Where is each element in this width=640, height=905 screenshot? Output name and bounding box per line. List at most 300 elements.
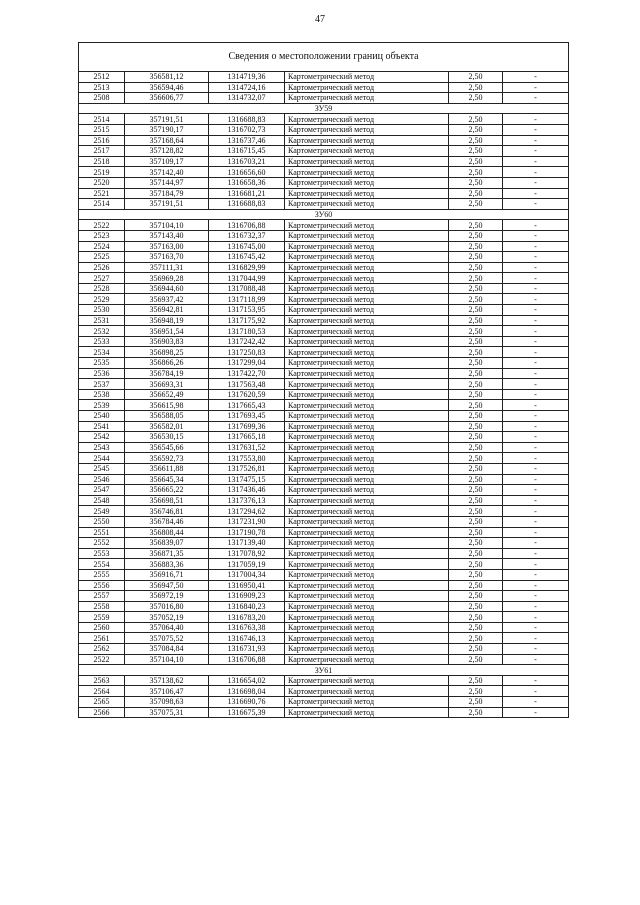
accuracy-cell: 2,50: [449, 633, 503, 644]
coord-y-cell: 1316909,23: [209, 591, 285, 602]
accuracy-cell: 2,50: [449, 654, 503, 665]
coord-x-cell: 356972,19: [125, 591, 209, 602]
coord-x-cell: 357163,00: [125, 241, 209, 252]
coord-x-cell: 357143,40: [125, 230, 209, 241]
table-row: [79, 559, 569, 570]
boundary-coordinates-table: [78, 42, 569, 718]
table-row: [79, 591, 569, 602]
method-cell: Картометрический метод: [285, 379, 449, 390]
method-cell: Картометрический метод: [285, 326, 449, 337]
coord-x-cell: 357109,17: [125, 156, 209, 167]
table-row: [79, 411, 569, 422]
coord-y-cell: 1317059,19: [209, 559, 285, 570]
point-number-cell: 2537: [79, 379, 125, 390]
accuracy-cell: 2,50: [449, 516, 503, 527]
table-row: [79, 421, 569, 432]
accuracy-cell: 2,50: [449, 612, 503, 623]
point-number-cell: 2564: [79, 686, 125, 697]
coord-x-cell: 356784,46: [125, 516, 209, 527]
point-number-cell: 2561: [79, 633, 125, 644]
coord-x-cell: 356665,22: [125, 485, 209, 496]
point-number-cell: 2542: [79, 432, 125, 443]
note-cell: -: [503, 294, 569, 305]
coord-y-cell: 1317078,92: [209, 548, 285, 559]
accuracy-cell: 2,50: [449, 124, 503, 135]
coord-y-cell: 1317665,18: [209, 432, 285, 443]
point-number-cell: 2531: [79, 315, 125, 326]
coord-y-cell: 1316703,21: [209, 156, 285, 167]
note-cell: -: [503, 379, 569, 390]
accuracy-cell: 2,50: [449, 379, 503, 390]
coord-y-cell: 1316675,39: [209, 707, 285, 718]
accuracy-cell: 2,50: [449, 686, 503, 697]
section-header-row: [79, 103, 569, 114]
section-name: ЗУ60: [79, 209, 569, 220]
method-cell: Картометрический метод: [285, 389, 449, 400]
coord-y-cell: 1316681,21: [209, 188, 285, 199]
coord-x-cell: 356948,19: [125, 315, 209, 326]
table-row: [79, 569, 569, 580]
point-number-cell: 2517: [79, 146, 125, 157]
accuracy-cell: 2,50: [449, 622, 503, 633]
method-cell: Картометрический метод: [285, 199, 449, 210]
accuracy-cell: 2,50: [449, 241, 503, 252]
note-cell: -: [503, 72, 569, 83]
coord-x-cell: 357052,19: [125, 612, 209, 623]
note-cell: -: [503, 622, 569, 633]
method-cell: Картометрический метод: [285, 230, 449, 241]
coord-y-cell: 1317563,48: [209, 379, 285, 390]
accuracy-cell: 2,50: [449, 93, 503, 104]
coord-y-cell: 1317475,15: [209, 474, 285, 485]
coord-y-cell: 1316698,04: [209, 686, 285, 697]
table-row: [79, 294, 569, 305]
note-cell: -: [503, 135, 569, 146]
point-number-cell: 2541: [79, 421, 125, 432]
accuracy-cell: 2,50: [449, 675, 503, 686]
table-row: [79, 612, 569, 623]
coord-y-cell: 1317665,43: [209, 400, 285, 411]
accuracy-cell: 2,50: [449, 347, 503, 358]
coord-x-cell: 357184,79: [125, 188, 209, 199]
coord-y-cell: 1314719,36: [209, 72, 285, 83]
coord-x-cell: 357075,52: [125, 633, 209, 644]
point-number-cell: 2516: [79, 135, 125, 146]
coord-y-cell: 1316783,20: [209, 612, 285, 623]
coord-y-cell: 1316950,41: [209, 580, 285, 591]
table-row: [79, 538, 569, 549]
note-cell: -: [503, 559, 569, 570]
table-title: Сведения о местоположении границ объекта: [79, 43, 569, 72]
note-cell: -: [503, 124, 569, 135]
coord-y-cell: 1314724,16: [209, 82, 285, 93]
accuracy-cell: 2,50: [449, 315, 503, 326]
coord-x-cell: 356947,50: [125, 580, 209, 591]
table-row: [79, 485, 569, 496]
point-number-cell: 2522: [79, 220, 125, 231]
coord-x-cell: 357128,82: [125, 146, 209, 157]
coord-x-cell: 356652,49: [125, 389, 209, 400]
note-cell: -: [503, 463, 569, 474]
coord-x-cell: 356942,81: [125, 305, 209, 316]
method-cell: Картометрический метод: [285, 516, 449, 527]
point-number-cell: 2523: [79, 230, 125, 241]
note-cell: -: [503, 485, 569, 496]
coord-x-cell: 356588,05: [125, 411, 209, 422]
method-cell: Картометрический метод: [285, 633, 449, 644]
note-cell: -: [503, 474, 569, 485]
coord-x-cell: 357191,51: [125, 114, 209, 125]
method-cell: Картометрический метод: [285, 697, 449, 708]
accuracy-cell: 2,50: [449, 421, 503, 432]
table-row: [79, 347, 569, 358]
point-number-cell: 2546: [79, 474, 125, 485]
note-cell: -: [503, 156, 569, 167]
accuracy-cell: 2,50: [449, 591, 503, 602]
table-row: [79, 601, 569, 612]
note-cell: -: [503, 283, 569, 294]
point-number-cell: 2545: [79, 463, 125, 474]
note-cell: -: [503, 580, 569, 591]
method-cell: Картометрический метод: [285, 252, 449, 263]
point-number-cell: 2558: [79, 601, 125, 612]
coord-x-cell: 357142,40: [125, 167, 209, 178]
coord-y-cell: 1316746,13: [209, 633, 285, 644]
coord-x-cell: 356951,54: [125, 326, 209, 337]
coord-y-cell: 1316654,02: [209, 675, 285, 686]
note-cell: -: [503, 252, 569, 263]
note-cell: -: [503, 326, 569, 337]
point-number-cell: 2522: [79, 654, 125, 665]
section-name: ЗУ61: [79, 665, 569, 676]
note-cell: -: [503, 442, 569, 453]
method-cell: Картометрический метод: [285, 305, 449, 316]
table-row: [79, 252, 569, 263]
table-row: [79, 156, 569, 167]
method-cell: Картометрический метод: [285, 432, 449, 443]
accuracy-cell: 2,50: [449, 167, 503, 178]
method-cell: Картометрический метод: [285, 453, 449, 464]
table-row: [79, 379, 569, 390]
section-header-row: [79, 665, 569, 676]
coord-y-cell: 1317004,34: [209, 569, 285, 580]
note-cell: -: [503, 506, 569, 517]
table-row: [79, 93, 569, 104]
method-cell: Картометрический метод: [285, 559, 449, 570]
method-cell: Картометрический метод: [285, 177, 449, 188]
coord-x-cell: 356746,81: [125, 506, 209, 517]
coord-x-cell: 356582,01: [125, 421, 209, 432]
accuracy-cell: 2,50: [449, 400, 503, 411]
method-cell: Картометрический метод: [285, 527, 449, 538]
note-cell: -: [503, 411, 569, 422]
coord-y-cell: 1317118,99: [209, 294, 285, 305]
point-number-cell: 2553: [79, 548, 125, 559]
coord-y-cell: 1316706,88: [209, 654, 285, 665]
method-cell: Картометрический метод: [285, 538, 449, 549]
coord-y-cell: 1317376,13: [209, 495, 285, 506]
method-cell: Картометрический метод: [285, 506, 449, 517]
accuracy-cell: 2,50: [449, 389, 503, 400]
coord-x-cell: 356545,66: [125, 442, 209, 453]
table-row: [79, 273, 569, 284]
point-number-cell: 2560: [79, 622, 125, 633]
point-number-cell: 2557: [79, 591, 125, 602]
accuracy-cell: 2,50: [449, 326, 503, 337]
page-number: 47: [315, 14, 325, 25]
note-cell: -: [503, 654, 569, 665]
point-number-cell: 2551: [79, 527, 125, 538]
coord-y-cell: 1316688,83: [209, 199, 285, 210]
method-cell: Картометрический метод: [285, 82, 449, 93]
coord-x-cell: 356645,34: [125, 474, 209, 485]
coord-x-cell: 356611,88: [125, 463, 209, 474]
method-cell: Картометрический метод: [285, 474, 449, 485]
note-cell: -: [503, 432, 569, 443]
note-cell: -: [503, 347, 569, 358]
note-cell: -: [503, 93, 569, 104]
point-number-cell: 2513: [79, 82, 125, 93]
method-cell: Картометрический метод: [285, 591, 449, 602]
method-cell: Картометрический метод: [285, 124, 449, 135]
table-row: [79, 315, 569, 326]
coord-x-cell: 356784,19: [125, 368, 209, 379]
note-cell: -: [503, 177, 569, 188]
method-cell: Картометрический метод: [285, 601, 449, 612]
accuracy-cell: 2,50: [449, 156, 503, 167]
point-number-cell: 2534: [79, 347, 125, 358]
coord-y-cell: 1316745,00: [209, 241, 285, 252]
accuracy-cell: 2,50: [449, 273, 503, 284]
method-cell: Картометрический метод: [285, 495, 449, 506]
point-number-cell: 2540: [79, 411, 125, 422]
method-cell: Картометрический метод: [285, 644, 449, 655]
method-cell: Картометрический метод: [285, 72, 449, 83]
point-number-cell: 2519: [79, 167, 125, 178]
note-cell: -: [503, 697, 569, 708]
coord-x-cell: 357104,10: [125, 220, 209, 231]
coord-y-cell: 1316731,93: [209, 644, 285, 655]
coord-y-cell: 1317044,99: [209, 273, 285, 284]
point-number-cell: 2559: [79, 612, 125, 623]
method-cell: Картометрический метод: [285, 368, 449, 379]
table-row: [79, 548, 569, 559]
coord-x-cell: 357106,47: [125, 686, 209, 697]
coord-y-cell: 1317175,92: [209, 315, 285, 326]
note-cell: -: [503, 675, 569, 686]
table-row: [79, 167, 569, 178]
table-row: [79, 495, 569, 506]
section-header-row: [79, 209, 569, 220]
point-number-cell: 2518: [79, 156, 125, 167]
note-cell: -: [503, 262, 569, 273]
method-cell: Картометрический метод: [285, 167, 449, 178]
accuracy-cell: 2,50: [449, 305, 503, 316]
method-cell: Картометрический метод: [285, 220, 449, 231]
accuracy-cell: 2,50: [449, 697, 503, 708]
note-cell: -: [503, 527, 569, 538]
point-number-cell: 2547: [79, 485, 125, 496]
accuracy-cell: 2,50: [449, 368, 503, 379]
method-cell: Картометрический метод: [285, 273, 449, 284]
accuracy-cell: 2,50: [449, 569, 503, 580]
coord-x-cell: 357104,10: [125, 654, 209, 665]
coord-x-cell: 356808,44: [125, 527, 209, 538]
point-number-cell: 2526: [79, 262, 125, 273]
point-number-cell: 2512: [79, 72, 125, 83]
point-number-cell: 2544: [79, 453, 125, 464]
table-row: [79, 188, 569, 199]
note-cell: -: [503, 167, 569, 178]
coord-y-cell: 1317250,83: [209, 347, 285, 358]
coord-x-cell: 356883,36: [125, 559, 209, 570]
coord-x-cell: 356944,60: [125, 283, 209, 294]
method-cell: Картометрический метод: [285, 686, 449, 697]
coord-x-cell: 357191,51: [125, 199, 209, 210]
accuracy-cell: 2,50: [449, 72, 503, 83]
method-cell: Картометрический метод: [285, 654, 449, 665]
accuracy-cell: 2,50: [449, 146, 503, 157]
point-number-cell: 2521: [79, 188, 125, 199]
note-cell: -: [503, 199, 569, 210]
coord-x-cell: 356606,77: [125, 93, 209, 104]
method-cell: Картометрический метод: [285, 241, 449, 252]
table-row: [79, 177, 569, 188]
coord-x-cell: 356581,12: [125, 72, 209, 83]
accuracy-cell: 2,50: [449, 82, 503, 93]
coord-x-cell: 357016,80: [125, 601, 209, 612]
accuracy-cell: 2,50: [449, 495, 503, 506]
table-row: [79, 114, 569, 125]
point-number-cell: 2548: [79, 495, 125, 506]
point-number-cell: 2565: [79, 697, 125, 708]
point-number-cell: 2550: [79, 516, 125, 527]
table-row: [79, 326, 569, 337]
point-number-cell: 2556: [79, 580, 125, 591]
note-cell: -: [503, 495, 569, 506]
table-row: [79, 72, 569, 83]
table-row: [79, 697, 569, 708]
coord-x-cell: 357075,31: [125, 707, 209, 718]
point-number-cell: 2562: [79, 644, 125, 655]
table-row: [79, 633, 569, 644]
coord-y-cell: 1317139,40: [209, 538, 285, 549]
accuracy-cell: 2,50: [449, 283, 503, 294]
accuracy-cell: 2,50: [449, 580, 503, 591]
coord-x-cell: 356898,25: [125, 347, 209, 358]
accuracy-cell: 2,50: [449, 432, 503, 443]
table-row: [79, 368, 569, 379]
point-number-cell: 2530: [79, 305, 125, 316]
table-title-row: [79, 43, 569, 72]
note-cell: -: [503, 368, 569, 379]
accuracy-cell: 2,50: [449, 548, 503, 559]
method-cell: Картометрический метод: [285, 569, 449, 580]
note-cell: -: [503, 220, 569, 231]
coord-x-cell: 356903,83: [125, 336, 209, 347]
point-number-cell: 2527: [79, 273, 125, 284]
coord-x-cell: 356866,26: [125, 358, 209, 369]
note-cell: -: [503, 707, 569, 718]
point-number-cell: 2532: [79, 326, 125, 337]
note-cell: -: [503, 686, 569, 697]
table-row: [79, 135, 569, 146]
note-cell: -: [503, 516, 569, 527]
accuracy-cell: 2,50: [449, 358, 503, 369]
coord-x-cell: 357098,63: [125, 697, 209, 708]
coord-y-cell: 1316702,73: [209, 124, 285, 135]
accuracy-cell: 2,50: [449, 188, 503, 199]
method-cell: Картометрический метод: [285, 188, 449, 199]
coord-x-cell: 356530,15: [125, 432, 209, 443]
note-cell: -: [503, 421, 569, 432]
point-number-cell: 2555: [79, 569, 125, 580]
coord-y-cell: 1317422,70: [209, 368, 285, 379]
point-number-cell: 2563: [79, 675, 125, 686]
coord-y-cell: 1317620,59: [209, 389, 285, 400]
table-row: [79, 199, 569, 210]
method-cell: Картометрический метод: [285, 463, 449, 474]
coord-x-cell: 357138,62: [125, 675, 209, 686]
coord-y-cell: 1316737,46: [209, 135, 285, 146]
note-cell: -: [503, 114, 569, 125]
method-cell: Картометрический метод: [285, 358, 449, 369]
table-row: [79, 124, 569, 135]
note-cell: -: [503, 230, 569, 241]
coord-y-cell: 1317088,48: [209, 283, 285, 294]
coord-y-cell: 1316763,38: [209, 622, 285, 633]
table-row: [79, 262, 569, 273]
method-cell: Картометрический метод: [285, 114, 449, 125]
coord-y-cell: 1316745,42: [209, 252, 285, 263]
accuracy-cell: 2,50: [449, 453, 503, 464]
accuracy-cell: 2,50: [449, 644, 503, 655]
note-cell: -: [503, 633, 569, 644]
coord-y-cell: 1316656,60: [209, 167, 285, 178]
accuracy-cell: 2,50: [449, 262, 503, 273]
note-cell: -: [503, 601, 569, 612]
method-cell: Картометрический метод: [285, 707, 449, 718]
point-number-cell: 2566: [79, 707, 125, 718]
table-row: [79, 432, 569, 443]
accuracy-cell: 2,50: [449, 474, 503, 485]
table-row: [79, 644, 569, 655]
coord-x-cell: 356698,51: [125, 495, 209, 506]
coord-x-cell: 356839,07: [125, 538, 209, 549]
method-cell: Картометрический метод: [285, 612, 449, 623]
accuracy-cell: 2,50: [449, 199, 503, 210]
table-row: [79, 527, 569, 538]
coord-x-cell: 357190,17: [125, 124, 209, 135]
coord-y-cell: 1316706,88: [209, 220, 285, 231]
method-cell: Картометрический метод: [285, 675, 449, 686]
note-cell: -: [503, 612, 569, 623]
note-cell: -: [503, 315, 569, 326]
coord-y-cell: 1317190,78: [209, 527, 285, 538]
point-number-cell: 2524: [79, 241, 125, 252]
table-row: [79, 442, 569, 453]
table-row: [79, 400, 569, 411]
note-cell: -: [503, 538, 569, 549]
method-cell: Картометрический метод: [285, 262, 449, 273]
point-number-cell: 2514: [79, 114, 125, 125]
section-name: ЗУ59: [79, 103, 569, 114]
table-row: [79, 463, 569, 474]
point-number-cell: 2552: [79, 538, 125, 549]
coord-y-cell: 1317242,42: [209, 336, 285, 347]
note-cell: -: [503, 188, 569, 199]
coord-y-cell: 1317299,04: [209, 358, 285, 369]
